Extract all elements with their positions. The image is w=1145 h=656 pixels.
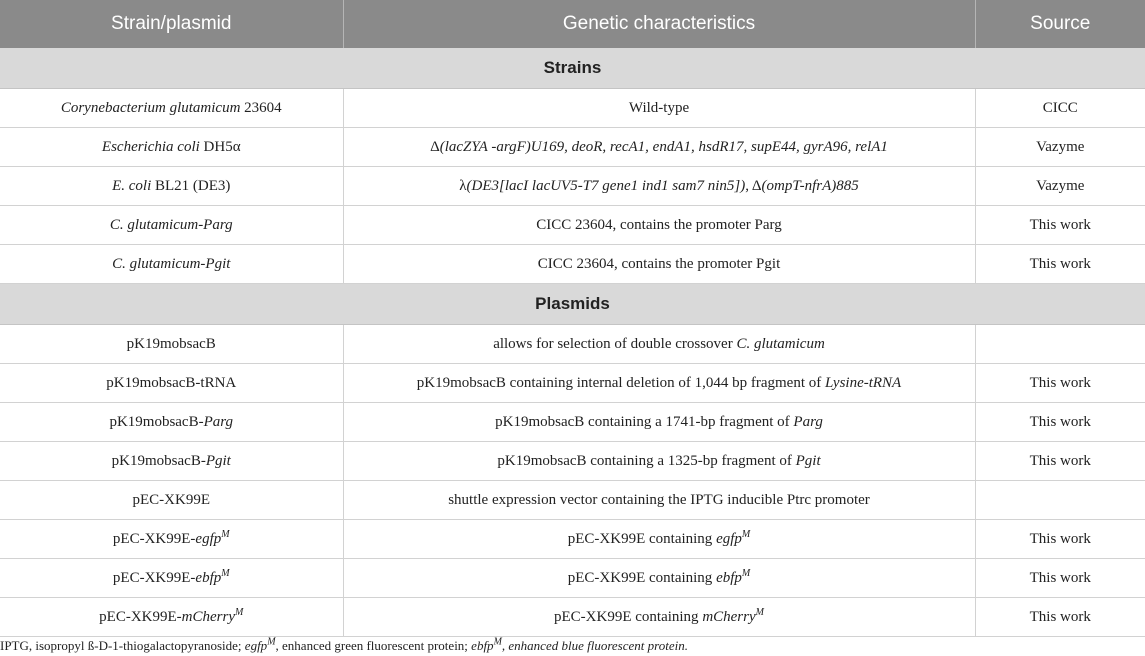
genetic-characteristics: pEC-XK99E containing mCherry$^M$ — [343, 598, 975, 637]
table-header-row — [0, 0, 1145, 48]
source: This work — [975, 245, 1145, 284]
genetic-characteristics: pK19mobsacB containing a 1741-bp fragment of Parg — [343, 403, 975, 442]
table-row — [0, 598, 1145, 637]
source: This work — [975, 559, 1145, 598]
genetic-characteristics: pK19mobsacB containing a 1325-bp fragment of Pgit — [343, 442, 975, 481]
table-row — [0, 325, 1145, 364]
table-row — [0, 89, 1145, 128]
genetic-characteristics: CICC 23604, contains the promoter Pgit — [343, 245, 975, 284]
plasmid-name: pEC-XK99E-egfp$^M$ — [0, 520, 343, 559]
strain-name: C. glutamicum-Pgit — [0, 245, 343, 284]
genetic-characteristics: CICC 23604, contains the promoter Parg — [343, 206, 975, 245]
genetic-characteristics: Δ(lacZYA -argF)U169, deoR, recA1, endA1, hsdR17, supE44, gyrA96, relA1 — [343, 128, 975, 167]
strain-name: Corynebacterium glutamicum 23604 — [0, 89, 343, 128]
strain-name: C. glutamicum-Parg — [0, 206, 343, 245]
source: This work — [975, 442, 1145, 481]
genetic-characteristics: allows for selection of double crossover C. glutamicum — [343, 325, 975, 364]
genetic-characteristics: shuttle expression vector containing the IPTG inducible Ptrc promoter — [343, 481, 975, 520]
source: CICC — [975, 89, 1145, 128]
genetic-characteristics: Wild-type — [343, 89, 975, 128]
genetic-characteristics: pEC-XK99E containing egfp$^M$ — [343, 520, 975, 559]
table-row — [0, 481, 1145, 520]
source: This work — [975, 364, 1145, 403]
strain-name: E. coli BL21 (DE3) — [0, 167, 343, 206]
source: This work — [975, 206, 1145, 245]
section-label-plasmids: Plasmids — [0, 284, 1145, 325]
table-footnote: IPTG, isopropyl ß-D-1-thiogalactopyranoside; egfp$^M$, enhanced green fluorescent protein; ebfp$^M$, enhanced blue fluorescent protein. — [0, 636, 688, 653]
table-row — [0, 128, 1145, 167]
source — [975, 325, 1145, 364]
table-row — [0, 403, 1145, 442]
table-row — [0, 167, 1145, 206]
section-label-strains: Strains — [0, 48, 1145, 89]
section-row-strains — [0, 48, 1145, 89]
table-row — [0, 364, 1145, 403]
plasmid-name: pEC-XK99E — [0, 481, 343, 520]
table-row — [0, 520, 1145, 559]
plasmid-name: pEC-XK99E-ebfp$^M$ — [0, 559, 343, 598]
genetic-characteristics: pEC-XK99E containing ebfp$^M$ — [343, 559, 975, 598]
table-row — [0, 206, 1145, 245]
source: Vazyme — [975, 167, 1145, 206]
strain-name: Escherichia coli DH5α — [0, 128, 343, 167]
table-row — [0, 442, 1145, 481]
source: This work — [975, 403, 1145, 442]
plasmid-name: pK19mobsacB-tRNA — [0, 364, 343, 403]
table-row — [0, 245, 1145, 284]
source — [975, 481, 1145, 520]
plasmid-name: pK19mobsacB-Parg — [0, 403, 343, 442]
genetic-characteristics: pK19mobsacB containing internal deletion of 1,044 bp fragment of Lysine-tRNA — [343, 364, 975, 403]
plasmid-name: pEC-XK99E-mCherry$^M$ — [0, 598, 343, 637]
plasmid-name: pK19mobsacB — [0, 325, 343, 364]
source: Vazyme — [975, 128, 1145, 167]
header-strain-plasmid: Strain/plasmid — [0, 0, 343, 48]
genetic-characteristics: λ(DE3[lacI lacUV5-T7 gene1 ind1 sam7 nin5]), Δ(ompT-nfrA)885 — [343, 167, 975, 206]
header-source: Source — [975, 0, 1145, 48]
header-genetic-characteristics: Genetic characteristics — [343, 0, 975, 48]
section-row-plasmids — [0, 284, 1145, 325]
source: This work — [975, 520, 1145, 559]
table-row — [0, 559, 1145, 598]
plasmid-name: pK19mobsacB-Pgit — [0, 442, 343, 481]
source: This work — [975, 598, 1145, 637]
